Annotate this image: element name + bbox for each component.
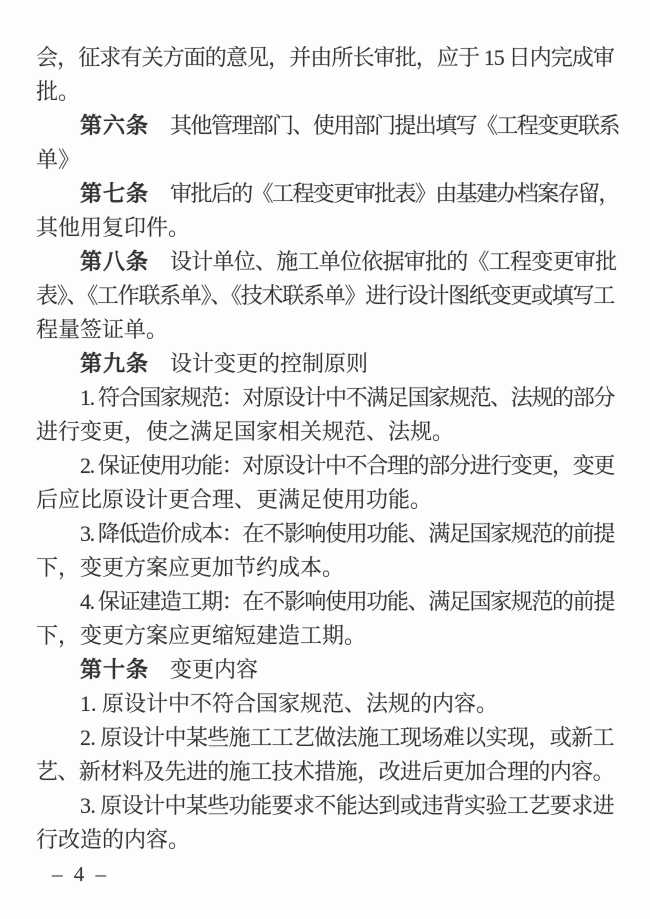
text-segment: 下，变更方案应更缩短建造工期。	[36, 623, 367, 648]
text-segment: 单》	[36, 147, 81, 172]
text-line-content	[36, 419, 454, 444]
text-line	[36, 483, 614, 517]
article-number-label: 第八条	[80, 249, 150, 274]
article-number-label: 第七条	[80, 181, 150, 206]
text-line-content	[80, 351, 368, 376]
text-line-content	[80, 793, 614, 818]
text-line-content	[80, 249, 616, 274]
text-line	[36, 687, 614, 721]
text-segment: 4. 保证建造工期：在不影响使用功能、满足国家规范的前提	[80, 589, 614, 614]
text-line-content	[36, 317, 168, 342]
text-segment: 3. 降低造价成本：在不影响使用功能、满足国家规范的前提	[80, 521, 614, 546]
text-line	[36, 279, 614, 313]
text-line-content	[80, 691, 498, 716]
text-line-content	[36, 45, 614, 70]
text-line	[36, 721, 614, 755]
text-line	[36, 177, 619, 211]
text-line	[36, 347, 614, 381]
text-line	[36, 653, 614, 687]
text-segment: 1. 符合国家规范：对原设计中不满足国家规范、法规的部分	[80, 385, 614, 410]
text-line-content	[80, 385, 614, 410]
text-segment: 会，征求有关方面的意见，并由所长审批，应于 15 日内完成审	[36, 45, 614, 70]
text-line-content	[36, 827, 190, 852]
text-line	[36, 551, 614, 585]
text-line	[36, 143, 614, 177]
text-line	[36, 517, 614, 551]
text-line	[36, 245, 617, 279]
text-line	[36, 415, 614, 449]
text-line	[36, 585, 614, 619]
text-line-content	[80, 725, 614, 750]
text-line-content	[80, 657, 258, 682]
text-line-content	[36, 759, 614, 784]
text-segment: 艺、新材料及先进的施工技术措施，改进后更加合理的内容。	[36, 759, 614, 784]
text-line-content	[36, 555, 344, 580]
text-segment: 2. 原设计中某些施工工艺做法施工现场难以实现，或新工	[80, 725, 614, 750]
text-line	[36, 619, 614, 653]
page-number: – 4 –	[52, 862, 109, 886]
text-segment: 设计单位、施工单位依据审批的《工程变更审批	[170, 249, 617, 274]
text-line-content	[80, 453, 614, 478]
text-line	[36, 211, 614, 245]
text-line-content	[36, 623, 366, 648]
text-line	[36, 449, 614, 483]
text-segment: 变更内容	[170, 657, 259, 682]
text-line-content	[36, 147, 80, 172]
text-line	[36, 789, 614, 823]
text-segment: 批。	[36, 79, 81, 104]
text-segment: 程量签证单。	[36, 317, 169, 342]
text-line-content	[36, 215, 190, 240]
text-segment: 审批后的《工程变更审批表》由基建办档案存留，	[170, 181, 619, 206]
article-number-label: 第十条	[80, 657, 150, 682]
article-number-label: 第六条	[80, 113, 150, 138]
text-line-content	[80, 589, 614, 614]
text-line-content	[36, 79, 80, 104]
text-segment: 设计变更的控制原则	[170, 351, 369, 376]
text-line-content	[36, 283, 614, 308]
text-line	[36, 755, 614, 789]
text-segment: 进行变更，使之满足国家相关规范、法规。	[36, 419, 455, 444]
text-line-content	[80, 181, 619, 206]
text-segment: 表》、《工作联系单》、《技术联系单》进行设计图纸变更或填写工	[36, 283, 614, 308]
text-segment: 下，变更方案应更加节约成本。	[36, 555, 345, 580]
text-line	[36, 313, 614, 347]
text-segment: 行改造的内容。	[36, 827, 191, 852]
text-line-content	[80, 113, 619, 138]
article-number-label: 第九条	[80, 351, 150, 376]
text-line	[36, 109, 619, 143]
text-line	[36, 381, 614, 415]
text-segment: 3. 原设计中某些功能要求不能达到或违背实验工艺要求进	[80, 793, 614, 818]
text-segment: 后应比原设计更合理、更满足使用功能。	[36, 487, 433, 512]
text-line-content	[36, 487, 432, 512]
text-line	[36, 823, 614, 857]
text-line	[36, 41, 614, 75]
text-segment: 2. 保证使用功能：对原设计中不合理的部分进行变更，变更	[80, 453, 614, 478]
text-segment: 其他用复印件。	[36, 215, 191, 240]
document-body	[36, 41, 619, 857]
text-segment: 其他管理部门、使用部门提出填写《工程变更联系	[170, 113, 619, 138]
text-segment: 1. 原设计中不符合国家规范、法规的内容。	[80, 691, 499, 716]
text-line-content	[80, 521, 614, 546]
text-line	[36, 75, 614, 109]
